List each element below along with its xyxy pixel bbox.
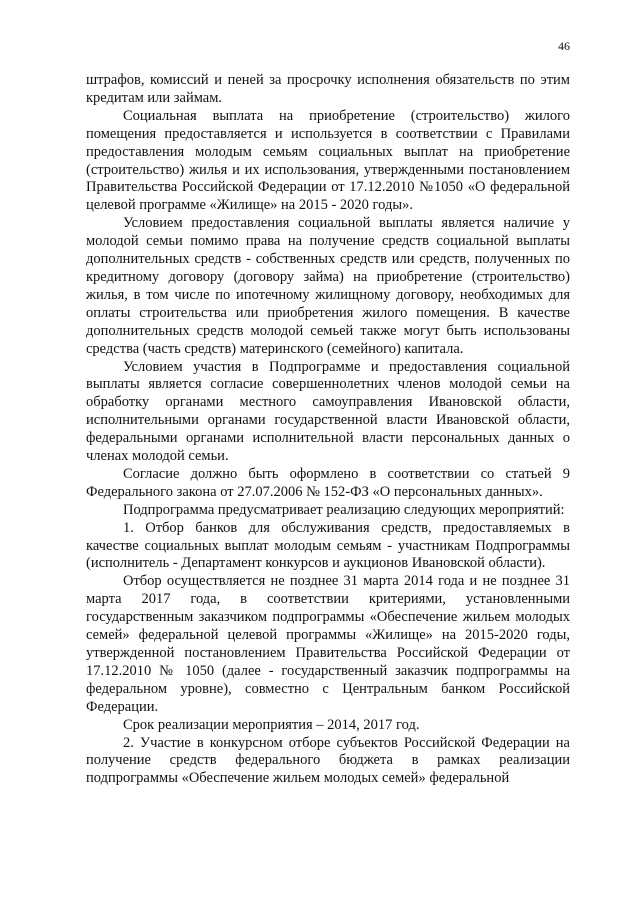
- paragraph-10: 2. Участие в конкурсном отборе субъектов Российской Федерации на получение средств федерального бюджета в рамках реализации подпрограммы «Обеспечение жильем молодых семей» федеральной: [86, 734, 570, 787]
- paragraph-5: Согласие должно быть оформлено в соответствии со статьей 9 Федерального закона от 27.07.2006 № 152-ФЗ «О персональных данных».: [86, 465, 570, 500]
- page-number: 46: [558, 39, 570, 53]
- paragraph-2: Социальная выплата на приобретение (строительство) жилого помещения предоставляется и используется в соответствии с Правилами предоставления молодым семьям социальных выплат на приобретение (строительство) жилья и их использования, утвержденными постановлением Правительства Российской Федерации от 17.12.2010 №1050 «О федеральной целевой программе «Жилище» на 2015 - 2020 годы».: [86, 107, 570, 214]
- paragraph-7: 1. Отбор банков для обслуживания средств, предоставляемых в качестве социальных выплат молодым семьям - участникам Подпрограммы (исполнитель - Департамент конкурсов и аукционов Ивановской области).: [86, 519, 570, 572]
- document-body: [86, 72, 570, 788]
- paragraph-9: Срок реализации мероприятия – 2014, 2017 год.: [123, 716, 420, 733]
- paragraph-1: штрафов, комиссий и пеней за просрочку исполнения обязательств по этим кредитам или займам.: [86, 72, 570, 106]
- paragraph-4: Условием участия в Подпрограмме и предоставления социальной выплаты является согласие совершеннолетних членов молодой семьи на обработку органами местного самоуправления Ивановской области, исполнительными органами государственной власти Ивановской области, федеральными органами исполнительной власти персональных данных о членах молодой семьи.: [86, 358, 570, 465]
- paragraph-8: Отбор осуществляется не позднее 31 марта 2014 года и не позднее 31 марта 2017 года, в соответствии критериями, установленными государственным заказчиком подпрограммы «Обеспечение жильем молодых семей» федеральной целевой программы «Жилище» на 2015-2020 годы, утвержденной постановлением Правительства Российской Федерации от 17.12.2010 № 1050 (далее - государственный заказчик подпрограммы на федеральном уровне), совместно с Центральным банком Российской Федерации.: [86, 573, 570, 715]
- paragraph-6: Подпрограмма предусматривает реализацию следующих мероприятий:: [123, 501, 565, 518]
- paragraph-3: Условием предоставления социальной выплаты является наличие у молодой семьи помимо права на получение средств социальной выплаты дополнительных средств - собственных средств или средств, полученных по кредитному договору (договору займа) на приобретение (строительство) жилья, в том числе по ипотечному жилищному договору, необходимых для оплаты строительства или приобретения жилого помещения. В качестве дополнительных средств молодой семьей также могут быть использованы средства (часть средств) материнского (семейного) капитала.: [86, 215, 570, 357]
